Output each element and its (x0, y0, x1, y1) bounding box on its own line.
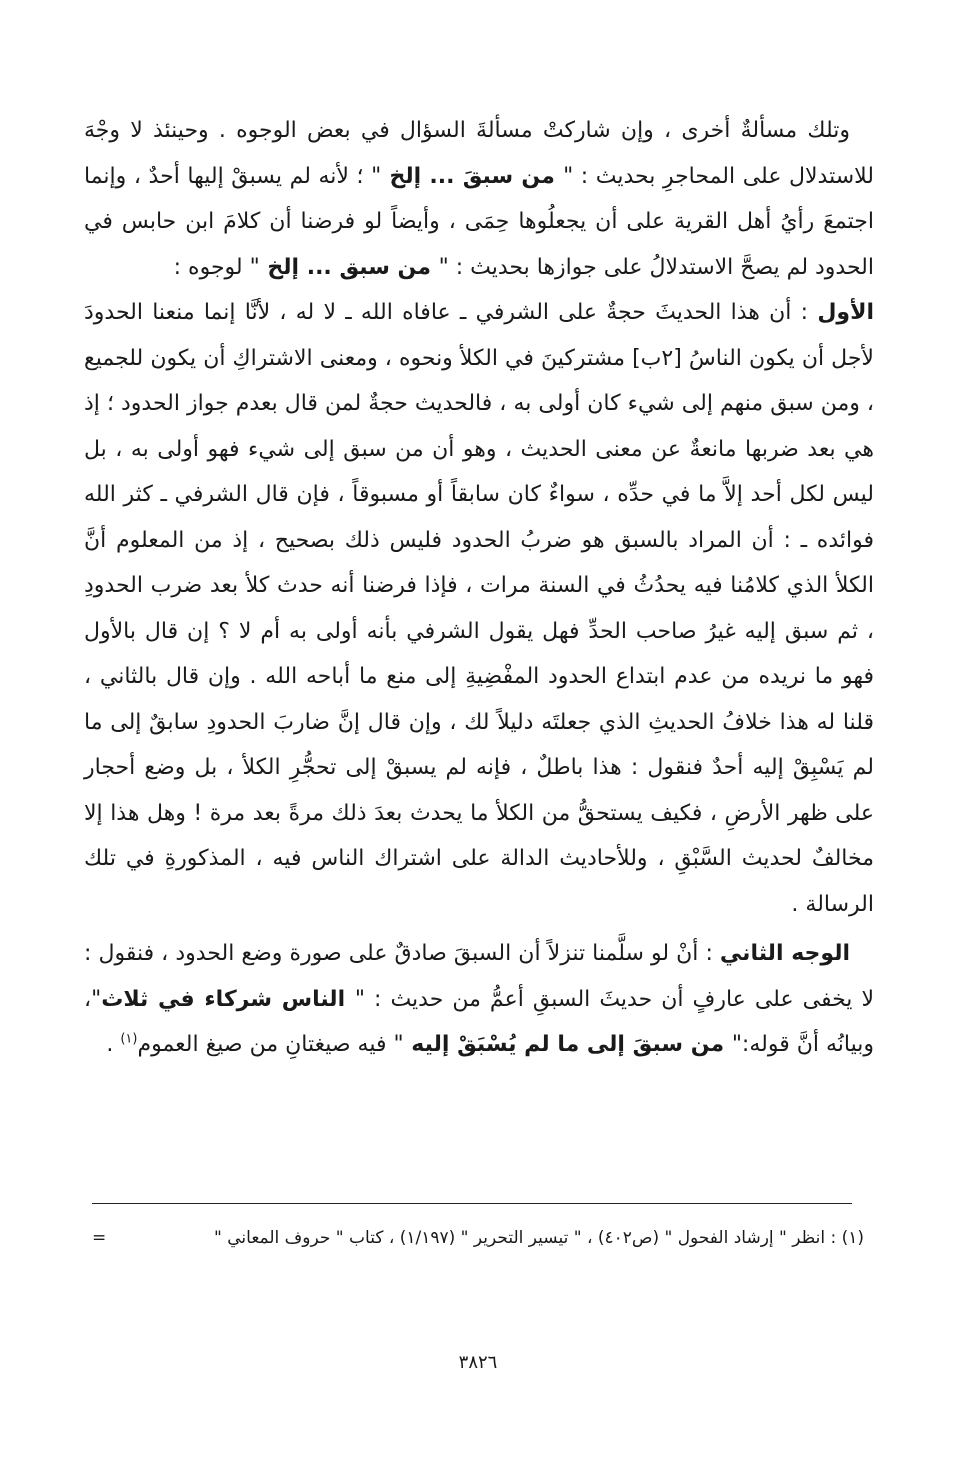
paragraph-1: وتلك مسألةٌ أخرى ، وإن شاركتْ مسألةَ السؤال في بعض الوجوه . وحينئذ لا وجْهَ للاستدلال على المحاجرِ بحديث : " من سبقَ ... إلخ " ؛ لأنه لم يسبقْ إليها أحدٌ ، وإنما اجتمعَ رأيُ أهل القرية على أن يجعلُوها حِمَى ، وأيضاً لو فرضنا أن كلامَ ابن حابس في الحدود لم يصحَّ الاستدلالُ على جوازها بحديث : " من سبق ... إلخ " لوجوه : (84, 118, 875, 280)
paragraph-2: الأول : أن هذا الحديثَ حجةٌ على الشرفي ـ عافاه الله ـ لا له ، لأنَّا إنما منعنا الحدودَ لأجل أن يكون الناسُ [٢ب] مشتركينَ في الكلأ ونحوه ، ومعنى الاشتراكِ أن يكون للجميع ، ومن سبق منهم إلى شيء كان أولى به ، فالحديث حجةٌ لمن قال بعدم جواز الحدود ؛ إذ هي بعد ضربها مانعةٌ عن معنى الحديث ، وهو أن من سبق إلى شيء فهو أولى به ، بل ليس لكل أحد إلاَّ ما في حدِّه ، سواءٌ كان سابقاً أو مسبوقاً ، فإن قال الشرفي ـ كثر الله فوائده ـ : أن المراد بالسبق هو ضربُ الحدود فليس ذلك بصحيح ، إذ من المعلوم أنَّ الكلأ الذي كلامُنا فيه يحدُثُ في السنة مرات ، فإذا فرضنا أنه حدث كلأ بعد ضرب الحدودِ ، ثم سبق إليه غيرُ صاحب الحدِّ فهل يقول الشرفي بأنه أولى به أم لا ؟ إن قال بالأول فهو ما نريده من عدم ابتداع الحدود المفْضِيةِ إلى منع ما أباحه الله . وإن قال بالثاني ، قلنا له هذا خلافُ الحديثِ الذي جعلتَه دليلاً لك ، وإن قال إنَّ ضاربَ الحدودِ سابقٌ إلى ما لم يَسْبِقْ إليه أحدٌ فنقول : هذا باطلٌ ، فإنه لم يسبقْ إلى تحجُّرِ الكلأ ، بل وضع أحجار على ظهر الأرضِ ، فكيف يستحقُّ من الكلأ ما يحدث بعدَ ذلك مرةً بعد مرة ! وهل هذا إلا مخالفٌ لحديث السَّبْقِ ، وللأحاديث الدالة على اشتراك الناس فيه ، المذكورةِ في تلك الرسالة . (84, 300, 874, 917)
main-text (84, 108, 874, 1068)
footnote-text: (١) : انظر " إرشاد الفحول " (ص٤٠٢) ، " تيسير التحرير " (١/١٩٧) ، كتاب " حروف المعاني " (214, 1228, 864, 1248)
bold-hadith-ref: من سبقَ إلى ما لم يُسْبَقْ إليه (403, 1032, 732, 1057)
section-label: الأول (817, 300, 874, 325)
bold-hadith-ref: الناس شركاء في ثلاث (101, 986, 355, 1012)
bold-hadith-ref: من سبقَ ... إلخ (381, 163, 564, 189)
footnote-divider (92, 1203, 852, 1204)
section-label: الوجه الثاني (719, 941, 851, 966)
footnote (84, 1225, 864, 1251)
page-number: ٣٨٢٦ (458, 1352, 498, 1373)
paragraph-3: الوجه الثاني : أنْ لو سلَّمنا تنزلاً أن السبقَ صادقٌ على صورة وضع الحدود ، فنقول : لا يخفى على عارفٍ أن حديثَ السبقِ أعمُّ من حديث : " الناس شركاء في ثلاث"، وبيانُه أنَّ قوله:" من سبقَ إلى ما لم يُسْبَقْ إليه " فيه صيغتانِ من صيغ العموم$^{(١)}$ . (84, 941, 874, 1057)
footnote-marker: (١) (120, 1031, 138, 1047)
bold-hadith-ref: من سبق ... إلخ (259, 254, 439, 280)
footnote-continuation-mark: = (92, 1228, 107, 1248)
